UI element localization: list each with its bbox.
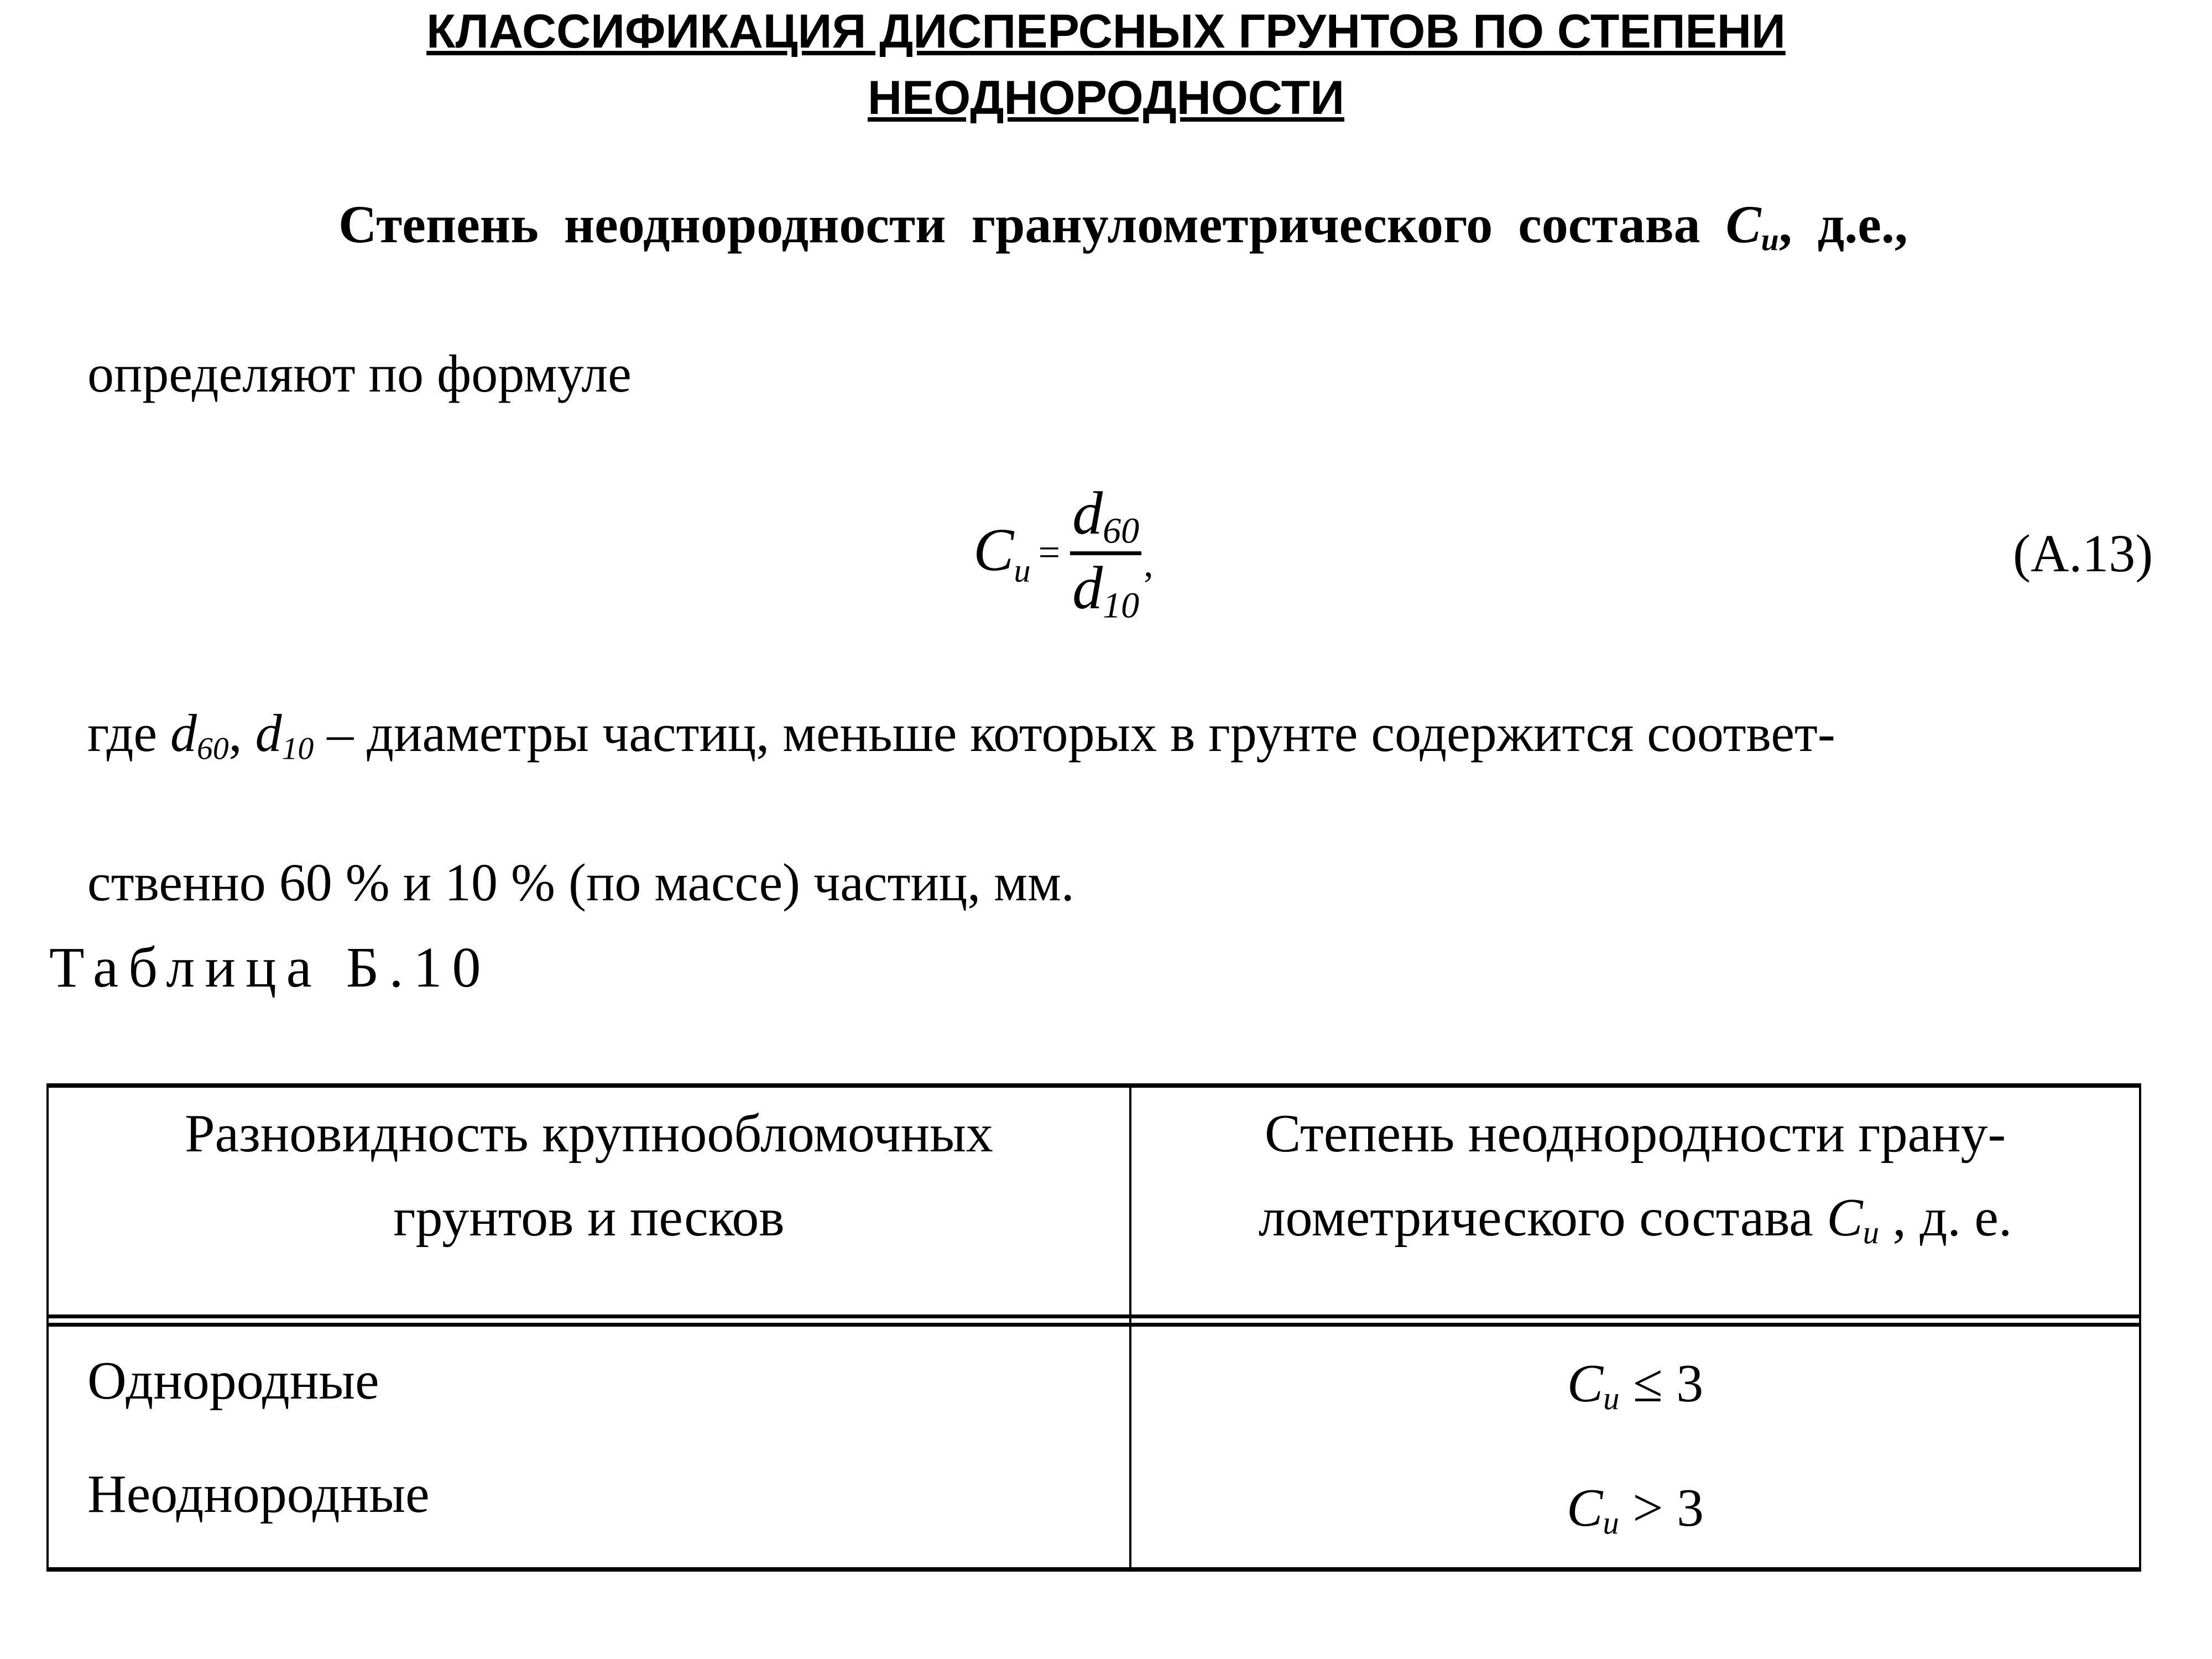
table-header-uniformity: Степень неоднородности грану- лометрического состава $C_u$ , д. е. [1258, 1104, 2012, 1251]
table-caption: Таблица Б.10 [49, 936, 491, 999]
table-cell-type-uniform: Однородные [87, 1351, 379, 1411]
formula-intro-text: определяют по формуле [87, 344, 632, 403]
page-title-line-1: КЛАССИФИКАЦИЯ ДИСПЕРСНЫХ ГРУНТОВ ПО СТЕПЕНИ [426, 5, 1786, 58]
table-header-soil-type: Разновидность крупнообломочных грунтов и песков [185, 1104, 993, 1248]
where-clause: где $d_{60}$, $d_{10}$ – диаметры частиц, меньше которых в грунте содержится соответ- [87, 703, 1835, 766]
where-clause-continuation: ственно 60 % и 10 % (по массе) частиц, мм. [87, 853, 1074, 912]
cu-symbol: $C_u$ [1725, 195, 1779, 258]
equation-number: (А.13) [2013, 524, 2153, 583]
classification-table [46, 1083, 2141, 1572]
formula-lhs: Cu [973, 516, 1031, 590]
numerator: $d_{60}$ [1070, 482, 1141, 555]
definition-heading [338, 194, 1908, 258]
table-cell-condition-nonuniform: $C_u > 3$ [1566, 1478, 1704, 1541]
denominator: $d_{10}$ [1072, 554, 1140, 625]
header-divider [49, 1314, 2139, 1318]
equals-sign: = [1038, 531, 1061, 574]
table-cell-type-nonuniform: Неоднородные [87, 1464, 430, 1524]
table-cell-condition-uniform: $C_u \le 3$ [1567, 1354, 1704, 1417]
unit-text: , д.е., [1778, 195, 1908, 254]
formula-comma: , [1144, 542, 1154, 585]
fraction [1070, 479, 1141, 625]
definition-heading-text: Степень неоднородности гранулометрического состава [338, 195, 1700, 254]
formula-a13 [973, 479, 1154, 625]
header-divider-double [49, 1323, 2139, 1327]
page-title-line-2: НЕОДНОРОДНОСТИ [867, 71, 1345, 124]
